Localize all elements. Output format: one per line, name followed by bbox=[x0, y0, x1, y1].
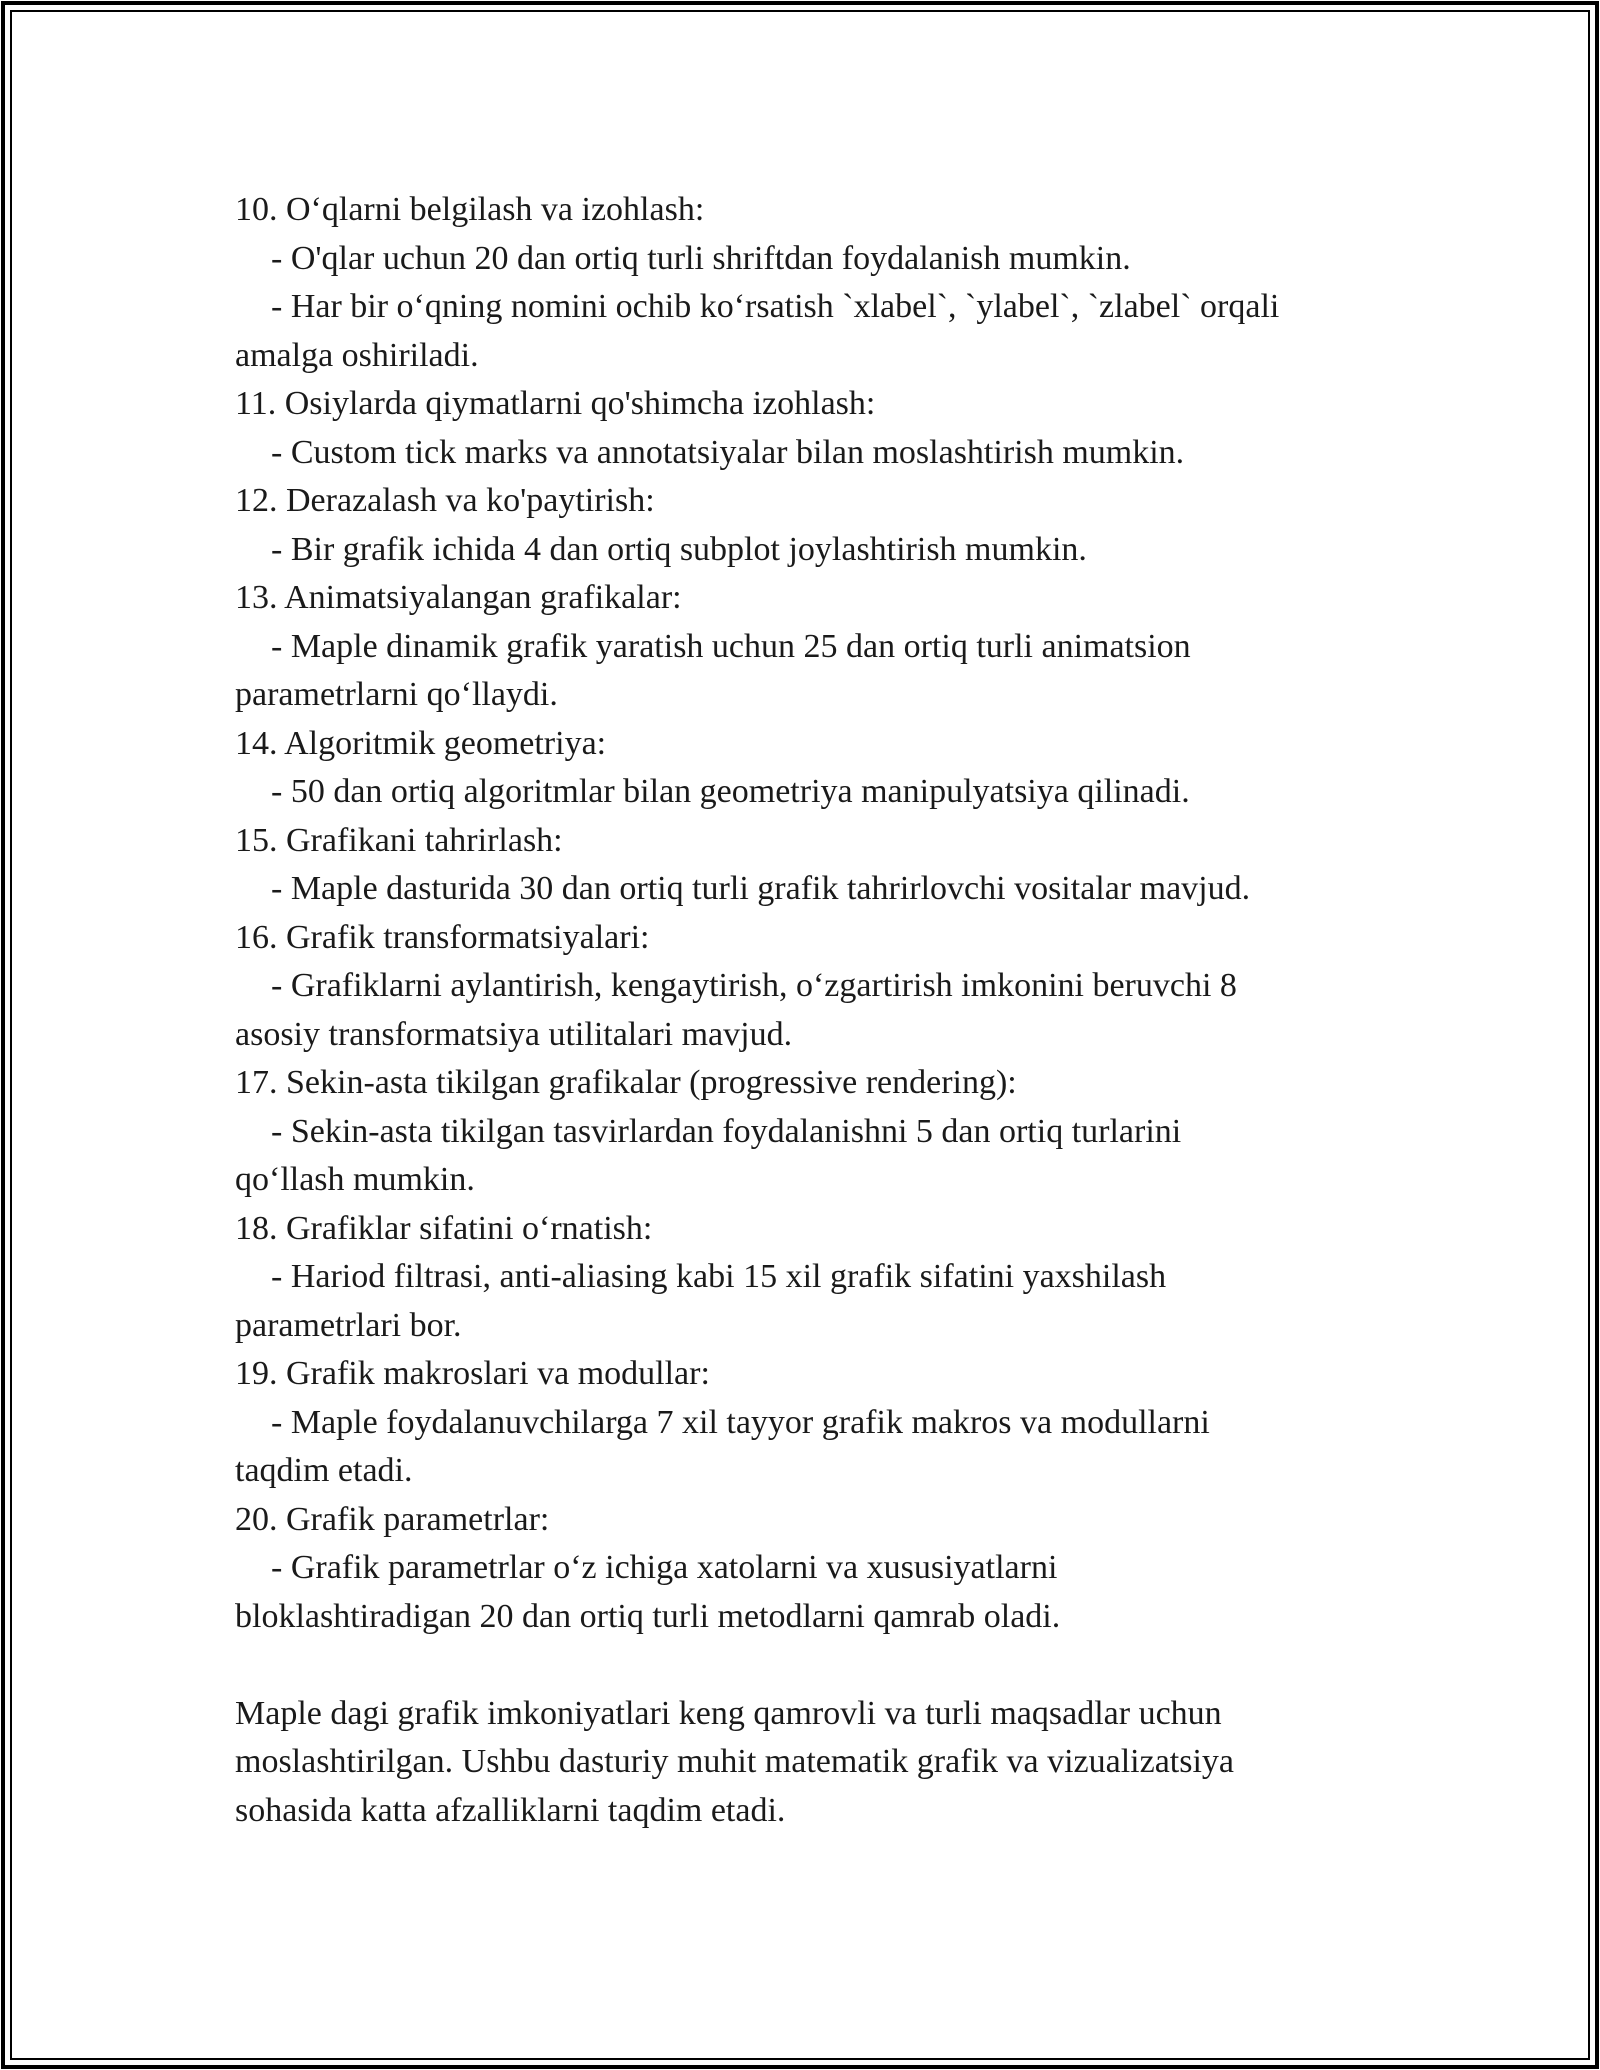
item-10-continuation: amalga oshiriladi. bbox=[235, 336, 479, 374]
item-20-heading: 20. Grafik parametrlar: bbox=[235, 1500, 550, 1538]
document-body bbox=[235, 186, 1395, 1835]
item-18-detail-1: - Hariod filtrasi, anti-aliasing kabi 15 xil grafik sifatini yaxshilash bbox=[271, 1258, 1167, 1295]
conclusion-line-1: Maple dagi grafik imkoniyatlari keng qamrovli va turli maqsadlar uchun bbox=[235, 1694, 1222, 1732]
item-15-detail-1: - Maple dasturida 30 dan ortiq turli grafik tahrirlovchi vositalar mavjud. bbox=[271, 870, 1251, 907]
item-13-detail-1: - Maple dinamik grafik yaratish uchun 25 dan ortiq turli animatsion bbox=[271, 627, 1191, 665]
item-10-detail-1: - O'qlar uchun 20 dan ortiq turli shriftdan foydalanish mumkin. bbox=[271, 239, 1131, 277]
item-12-heading: 12. Derazalash va ko'paytirish: bbox=[235, 482, 655, 519]
item-13-heading: 13. Animatsiyalangan grafikalar: bbox=[235, 579, 682, 616]
item-18-continuation: parametrlari bor. bbox=[235, 1306, 462, 1344]
item-18-heading: 18. Grafiklar sifatini o‘rnatish: bbox=[235, 1209, 653, 1247]
item-13-continuation: parametrlarni qo‘llaydi. bbox=[235, 676, 558, 713]
item-14-heading: 14. Algoritmik geometriya: bbox=[235, 724, 607, 762]
conclusion-line-3: sohasida katta afzalliklarni taqdim etadi. bbox=[235, 1791, 786, 1829]
item-20-continuation: bloklashtiradigan 20 dan ortiq turli metodlarni qamrab oladi. bbox=[235, 1597, 1061, 1635]
item-20-detail-1: - Grafik parametrlar o‘z ichiga xatolarni va xususiyatlarni bbox=[271, 1549, 1058, 1586]
item-16-heading: 16. Grafik transformatsiyalari: bbox=[235, 918, 650, 956]
item-19-detail-1: - Maple foydalanuvchilarga 7 xil tayyor grafik makros va modullarni bbox=[271, 1403, 1210, 1441]
item-15-heading: 15. Grafikani tahrirlash: bbox=[235, 821, 563, 859]
item-10-heading: 10. O‘qlarni belgilash va izohlash: bbox=[235, 191, 705, 228]
item-17-detail-1: - Sekin-asta tikilgan tasvirlardan foydalanishni 5 dan ortiq turlarini bbox=[271, 1112, 1182, 1150]
item-12-detail-1: - Bir grafik ichida 4 dan ortiq subplot joylashtirish mumkin. bbox=[271, 530, 1087, 568]
paragraph-gap bbox=[235, 1641, 1395, 1690]
item-10-detail-2: - Har bir o‘qning nomini ochib ko‘rsatish `xlabel`, `ylabel`, `zlabel` orqali bbox=[271, 288, 1280, 325]
item-19-heading: 19. Grafik makroslari va modullar: bbox=[235, 1355, 710, 1392]
item-11-heading: 11. Osiylarda qiymatlarni qo'shimcha izohlash: bbox=[235, 385, 876, 422]
item-17-heading: 17. Sekin-asta tikilgan grafikalar (progressive rendering): bbox=[235, 1064, 1017, 1101]
item-16-continuation: asosiy transformatsiya utilitalari mavjud. bbox=[235, 1015, 793, 1053]
item-14-detail-1: - 50 dan ortiq algoritmlar bilan geometriya manipulyatsiya qilinadi. bbox=[271, 773, 1190, 810]
item-19-continuation: taqdim etadi. bbox=[235, 1452, 413, 1489]
item-11-detail-1: - Custom tick marks va annotatsiyalar bilan moslashtirish mumkin. bbox=[271, 433, 1185, 471]
item-17-continuation: qo‘llash mumkin. bbox=[235, 1161, 475, 1198]
conclusion-line-2: moslashtirilgan. Ushbu dasturiy muhit matematik grafik va vizualizatsiya bbox=[235, 1743, 1234, 1780]
item-16-detail-1: - Grafiklarni aylantirish, kengaytirish, o‘zgartirish imkonini beruvchi 8 bbox=[271, 967, 1237, 1004]
